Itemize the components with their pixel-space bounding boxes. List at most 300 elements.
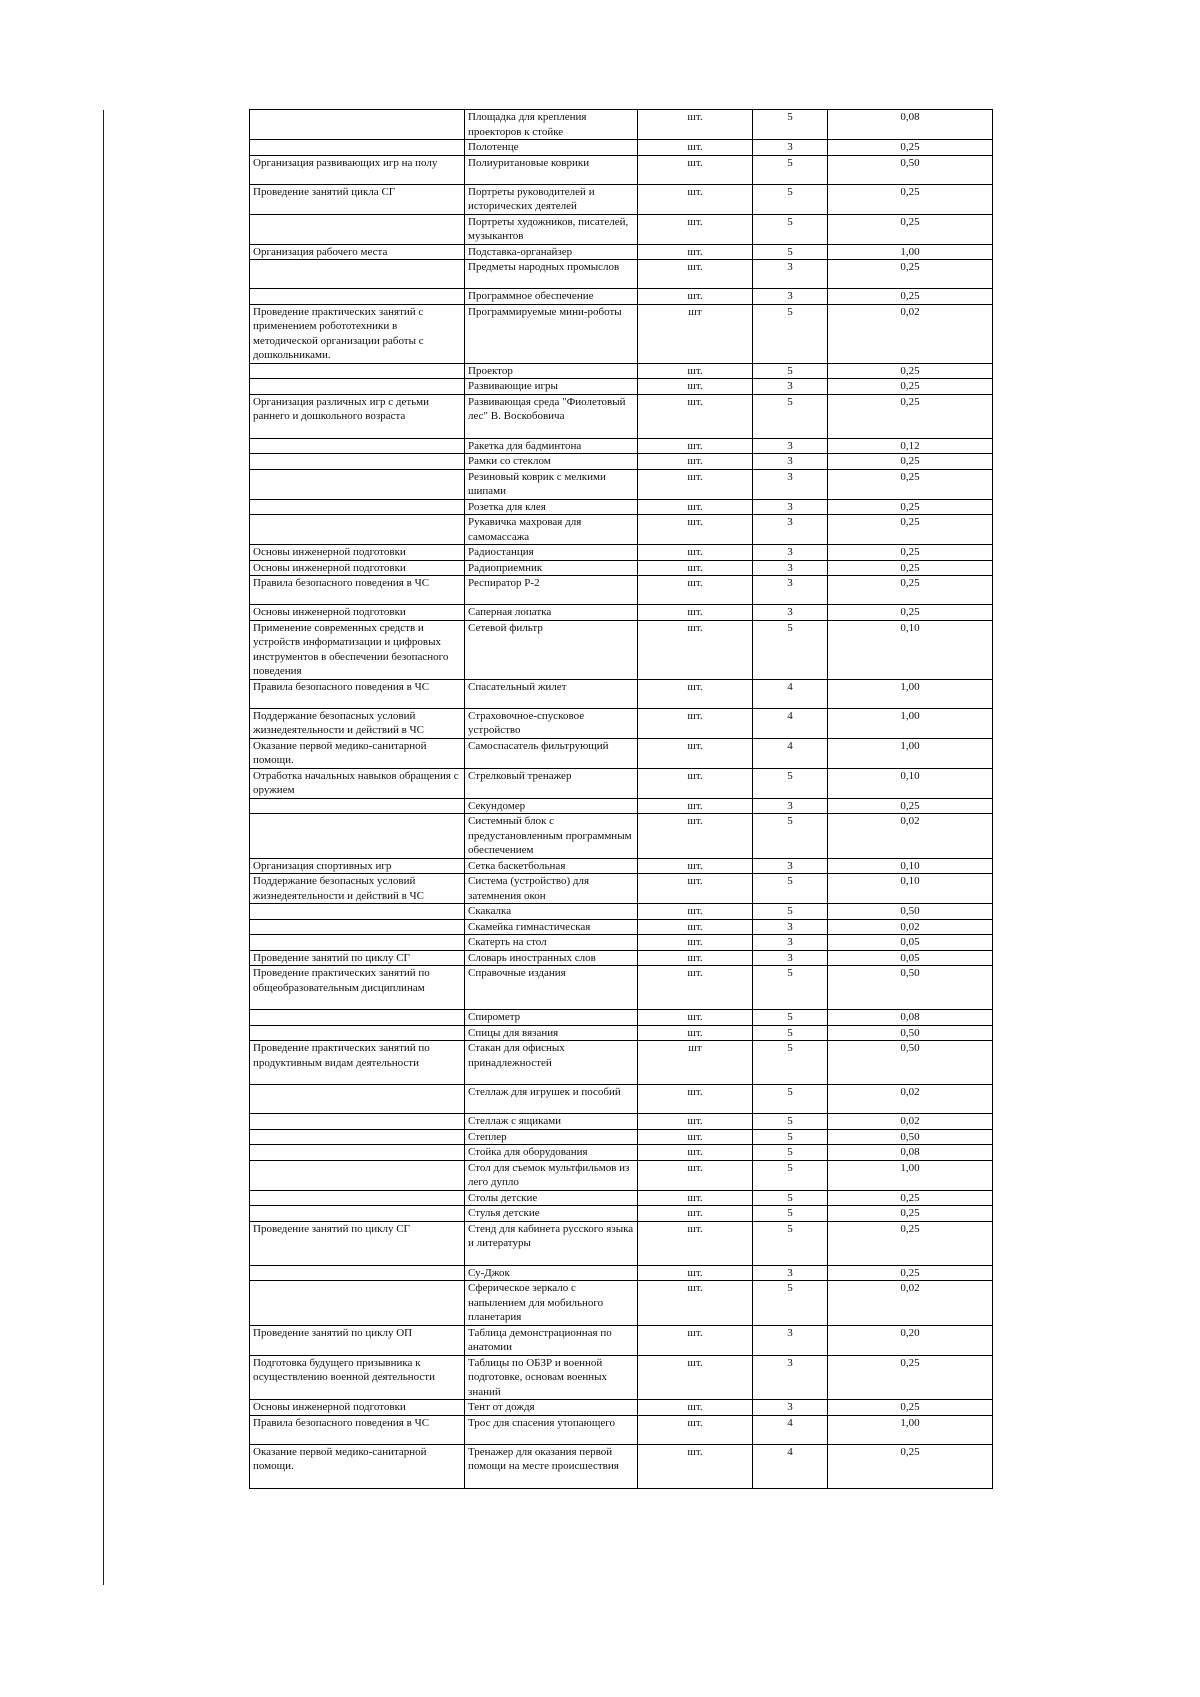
table-row bbox=[250, 499, 993, 515]
unit-cell: шт. bbox=[638, 1281, 753, 1326]
quantity-cell: 3 bbox=[753, 919, 828, 935]
norm-cell: 0,10 bbox=[828, 768, 993, 798]
activity-cell: Проведение занятий цикла СГ bbox=[250, 184, 465, 214]
unit-cell: шт. bbox=[638, 1114, 753, 1130]
item-cell: Спирометр bbox=[465, 1010, 638, 1026]
unit-cell: шт. bbox=[638, 379, 753, 395]
unit-cell: шт. bbox=[638, 1010, 753, 1026]
unit-cell: шт. bbox=[638, 1190, 753, 1206]
quantity-cell: 5 bbox=[753, 904, 828, 920]
table-row bbox=[250, 1085, 993, 1114]
quantity-cell: 3 bbox=[753, 469, 828, 499]
norm-cell: 1,00 bbox=[828, 679, 993, 708]
table-row bbox=[250, 140, 993, 156]
norm-cell: 0,25 bbox=[828, 1400, 993, 1416]
quantity-cell: 3 bbox=[753, 560, 828, 576]
quantity-cell: 5 bbox=[753, 1114, 828, 1130]
activity-cell: Проведение практических занятий по общеобразовательным дисциплинам bbox=[250, 966, 465, 1010]
table-row bbox=[250, 110, 993, 140]
activity-cell: Основы инженерной подготовки bbox=[250, 605, 465, 621]
unit-cell: шт. bbox=[638, 499, 753, 515]
table-row bbox=[250, 1206, 993, 1222]
quantity-cell: 5 bbox=[753, 304, 828, 363]
quantity-cell: 5 bbox=[753, 155, 828, 184]
table-row bbox=[250, 379, 993, 395]
table-row bbox=[250, 950, 993, 966]
activity-cell bbox=[250, 499, 465, 515]
norm-cell: 0,25 bbox=[828, 1206, 993, 1222]
table-row bbox=[250, 798, 993, 814]
norm-cell: 0,50 bbox=[828, 966, 993, 1010]
quantity-cell: 5 bbox=[753, 214, 828, 244]
unit-cell: шт. bbox=[638, 1145, 753, 1161]
quantity-cell: 3 bbox=[753, 576, 828, 605]
unit-cell: шт. bbox=[638, 214, 753, 244]
activity-cell: Основы инженерной подготовки bbox=[250, 560, 465, 576]
table-row bbox=[250, 244, 993, 260]
unit-cell: шт. bbox=[638, 155, 753, 184]
quantity-cell: 5 bbox=[753, 1160, 828, 1190]
quantity-cell: 5 bbox=[753, 363, 828, 379]
norm-cell: 0,25 bbox=[828, 560, 993, 576]
table-row bbox=[250, 515, 993, 545]
table-row bbox=[250, 576, 993, 605]
item-cell: Развивающая среда "Фиолетовый лес" В. Воскобовича bbox=[465, 394, 638, 438]
activity-cell: Основы инженерной подготовки bbox=[250, 545, 465, 561]
unit-cell: шт. bbox=[638, 935, 753, 951]
table-row bbox=[250, 545, 993, 561]
activity-cell: Оказание первой медико-санитарной помощи. bbox=[250, 738, 465, 768]
activity-cell: Проведение занятий по циклу СГ bbox=[250, 1221, 465, 1265]
item-cell: Самоспасатель фильтрующий bbox=[465, 738, 638, 768]
norm-cell: 1,00 bbox=[828, 1415, 993, 1444]
item-cell: Рукавичка махровая для самомассажа bbox=[465, 515, 638, 545]
quantity-cell: 3 bbox=[753, 605, 828, 621]
unit-cell: шт. bbox=[638, 950, 753, 966]
quantity-cell: 5 bbox=[753, 1085, 828, 1114]
item-cell: Скатерть на стол bbox=[465, 935, 638, 951]
item-cell: Радиоприемник bbox=[465, 560, 638, 576]
table-row bbox=[250, 679, 993, 708]
table-row bbox=[250, 394, 993, 438]
unit-cell: шт. bbox=[638, 708, 753, 738]
item-cell: Радиостанция bbox=[465, 545, 638, 561]
unit-cell: шт. bbox=[638, 814, 753, 859]
table-row bbox=[250, 184, 993, 214]
activity-cell: Правила безопасного поведения в ЧС bbox=[250, 576, 465, 605]
unit-cell: шт. bbox=[638, 363, 753, 379]
activity-cell bbox=[250, 379, 465, 395]
norm-cell: 0,10 bbox=[828, 874, 993, 904]
norm-cell: 0,25 bbox=[828, 1265, 993, 1281]
quantity-cell: 3 bbox=[753, 515, 828, 545]
activity-cell bbox=[250, 919, 465, 935]
quantity-cell: 5 bbox=[753, 1129, 828, 1145]
norm-cell: 0,25 bbox=[828, 576, 993, 605]
unit-cell: шт. bbox=[638, 289, 753, 305]
activity-cell: Применение современных средств и устройств информатизации и цифровых инструментов в обеспечении безопасного поведения bbox=[250, 620, 465, 679]
item-cell: Секундомер bbox=[465, 798, 638, 814]
norm-cell: 0,08 bbox=[828, 110, 993, 140]
item-cell: Сферическое зеркало с напылением для мобильного планетария bbox=[465, 1281, 638, 1326]
item-cell: Спицы для вязания bbox=[465, 1025, 638, 1041]
norm-cell: 0,25 bbox=[828, 214, 993, 244]
item-cell: Словарь иностранных слов bbox=[465, 950, 638, 966]
unit-cell: шт bbox=[638, 304, 753, 363]
item-cell: Развивающие игры bbox=[465, 379, 638, 395]
quantity-cell: 5 bbox=[753, 1206, 828, 1222]
norm-cell: 0,20 bbox=[828, 1325, 993, 1355]
table-row bbox=[250, 874, 993, 904]
item-cell: Стеллаж с ящиками bbox=[465, 1114, 638, 1130]
item-cell: Стойка для оборудования bbox=[465, 1145, 638, 1161]
item-cell: Резиновый коврик с мелкими шипами bbox=[465, 469, 638, 499]
activity-cell: Проведение занятий по циклу ОП bbox=[250, 1325, 465, 1355]
activity-cell bbox=[250, 1265, 465, 1281]
quantity-cell: 5 bbox=[753, 184, 828, 214]
quantity-cell: 5 bbox=[753, 814, 828, 859]
quantity-cell: 3 bbox=[753, 545, 828, 561]
activity-cell bbox=[250, 1206, 465, 1222]
norm-cell: 0,25 bbox=[828, 605, 993, 621]
quantity-cell: 4 bbox=[753, 738, 828, 768]
unit-cell: шт. bbox=[638, 1206, 753, 1222]
quantity-cell: 5 bbox=[753, 110, 828, 140]
table-row bbox=[250, 454, 993, 470]
item-cell: Системный блок с предустановленным программным обеспечением bbox=[465, 814, 638, 859]
norm-cell: 0,50 bbox=[828, 1129, 993, 1145]
table-row bbox=[250, 935, 993, 951]
item-cell: Розетка для клея bbox=[465, 499, 638, 515]
item-cell: Портреты художников, писателей, музыкантов bbox=[465, 214, 638, 244]
table-row bbox=[250, 1010, 993, 1026]
table-row bbox=[250, 469, 993, 499]
unit-cell: шт. bbox=[638, 1325, 753, 1355]
table-row bbox=[250, 768, 993, 798]
table-row bbox=[250, 1325, 993, 1355]
norm-cell: 0,25 bbox=[828, 140, 993, 156]
norm-cell: 0,25 bbox=[828, 1221, 993, 1265]
quantity-cell: 3 bbox=[753, 798, 828, 814]
item-cell: Ракетка для бадминтона bbox=[465, 438, 638, 454]
quantity-cell: 3 bbox=[753, 260, 828, 289]
item-cell: Стрелковый тренажер bbox=[465, 768, 638, 798]
unit-cell: шт. bbox=[638, 1025, 753, 1041]
item-cell: Спасательный жилет bbox=[465, 679, 638, 708]
activity-cell bbox=[250, 814, 465, 859]
unit-cell: шт. bbox=[638, 545, 753, 561]
item-cell: Рамки со стеклом bbox=[465, 454, 638, 470]
unit-cell: шт. bbox=[638, 438, 753, 454]
table-row bbox=[250, 814, 993, 859]
activity-cell: Подготовка будущего призывника к осуществлению военной деятельности bbox=[250, 1355, 465, 1400]
table-row bbox=[250, 708, 993, 738]
norm-cell: 0,25 bbox=[828, 260, 993, 289]
unit-cell: шт. bbox=[638, 1355, 753, 1400]
activity-cell bbox=[250, 454, 465, 470]
norm-cell: 0,25 bbox=[828, 515, 993, 545]
table-row bbox=[250, 214, 993, 244]
item-cell: Степлер bbox=[465, 1129, 638, 1145]
unit-cell: шт. bbox=[638, 620, 753, 679]
unit-cell: шт bbox=[638, 1041, 753, 1085]
unit-cell: шт. bbox=[638, 140, 753, 156]
unit-cell: шт. bbox=[638, 738, 753, 768]
table-row bbox=[250, 1444, 993, 1488]
activity-cell: Проведение практических занятий с применением робототехники в методической организации работы с дошкольниками. bbox=[250, 304, 465, 363]
activity-cell bbox=[250, 140, 465, 156]
table-row bbox=[250, 1355, 993, 1400]
quantity-cell: 3 bbox=[753, 499, 828, 515]
unit-cell: шт. bbox=[638, 874, 753, 904]
table-row bbox=[250, 1160, 993, 1190]
table-row bbox=[250, 1415, 993, 1444]
norm-cell: 0,02 bbox=[828, 1114, 993, 1130]
norm-cell: 0,02 bbox=[828, 919, 993, 935]
item-cell: Стакан для офисных принадлежностей bbox=[465, 1041, 638, 1085]
unit-cell: шт. bbox=[638, 576, 753, 605]
activity-cell bbox=[250, 1145, 465, 1161]
activity-cell: Правила безопасного поведения в ЧС bbox=[250, 679, 465, 708]
activity-cell bbox=[250, 1190, 465, 1206]
activity-cell bbox=[250, 798, 465, 814]
activity-cell: Проведение практических занятий по продуктивным видам деятельности bbox=[250, 1041, 465, 1085]
activity-cell bbox=[250, 1281, 465, 1326]
unit-cell: шт. bbox=[638, 469, 753, 499]
item-cell: Площадка для крепления проекторов к стойке bbox=[465, 110, 638, 140]
norm-cell: 0,02 bbox=[828, 1085, 993, 1114]
activity-cell: Организация рабочего места bbox=[250, 244, 465, 260]
activity-cell bbox=[250, 1025, 465, 1041]
norm-cell: 0,25 bbox=[828, 363, 993, 379]
item-cell: Скакалка bbox=[465, 904, 638, 920]
norm-cell: 0,10 bbox=[828, 620, 993, 679]
norm-cell: 1,00 bbox=[828, 708, 993, 738]
activity-cell bbox=[250, 438, 465, 454]
norm-cell: 0,10 bbox=[828, 858, 993, 874]
table-row bbox=[250, 260, 993, 289]
unit-cell: шт. bbox=[638, 679, 753, 708]
unit-cell: шт. bbox=[638, 1160, 753, 1190]
quantity-cell: 5 bbox=[753, 394, 828, 438]
unit-cell: шт. bbox=[638, 1444, 753, 1488]
unit-cell: шт. bbox=[638, 1221, 753, 1265]
item-cell: Стеллаж для игрушек и пособий bbox=[465, 1085, 638, 1114]
activity-cell: Организация спортивных игр bbox=[250, 858, 465, 874]
table-row bbox=[250, 155, 993, 184]
norm-cell: 0,02 bbox=[828, 814, 993, 859]
table-row bbox=[250, 605, 993, 621]
item-cell: Стулья детские bbox=[465, 1206, 638, 1222]
unit-cell: шт. bbox=[638, 798, 753, 814]
table-row bbox=[250, 1129, 993, 1145]
item-cell: Полотенце bbox=[465, 140, 638, 156]
activity-cell bbox=[250, 214, 465, 244]
item-cell: Су-Джок bbox=[465, 1265, 638, 1281]
quantity-cell: 3 bbox=[753, 935, 828, 951]
table-row bbox=[250, 738, 993, 768]
unit-cell: шт. bbox=[638, 1400, 753, 1416]
quantity-cell: 5 bbox=[753, 1010, 828, 1026]
norm-cell: 0,02 bbox=[828, 304, 993, 363]
table-row bbox=[250, 1114, 993, 1130]
item-cell: Трос для спасения утопающего bbox=[465, 1415, 638, 1444]
activity-cell bbox=[250, 289, 465, 305]
norm-cell: 0,50 bbox=[828, 155, 993, 184]
item-cell: Таблицы по ОБЗР и военной подготовке, основам военных знаний bbox=[465, 1355, 638, 1400]
unit-cell: шт. bbox=[638, 1085, 753, 1114]
norm-cell: 0,25 bbox=[828, 545, 993, 561]
norm-cell: 0,05 bbox=[828, 935, 993, 951]
item-cell: Саперная лопатка bbox=[465, 605, 638, 621]
norm-cell: 0,25 bbox=[828, 454, 993, 470]
norm-cell: 0,50 bbox=[828, 904, 993, 920]
table-row bbox=[250, 919, 993, 935]
quantity-cell: 5 bbox=[753, 1190, 828, 1206]
table-row bbox=[250, 1400, 993, 1416]
quantity-cell: 4 bbox=[753, 1415, 828, 1444]
unit-cell: шт. bbox=[638, 244, 753, 260]
unit-cell: шт. bbox=[638, 605, 753, 621]
quantity-cell: 5 bbox=[753, 620, 828, 679]
quantity-cell: 5 bbox=[753, 1145, 828, 1161]
item-cell: Стол для съемок мультфильмов из лего дупло bbox=[465, 1160, 638, 1190]
norm-cell: 1,00 bbox=[828, 738, 993, 768]
norm-cell: 0,25 bbox=[828, 394, 993, 438]
item-cell: Страховочное-спусковое устройство bbox=[465, 708, 638, 738]
margin-line bbox=[103, 110, 104, 1585]
norm-cell: 0,50 bbox=[828, 1041, 993, 1085]
quantity-cell: 5 bbox=[753, 1041, 828, 1085]
table-row bbox=[250, 304, 993, 363]
norm-cell: 0,25 bbox=[828, 1190, 993, 1206]
norm-cell: 0,25 bbox=[828, 798, 993, 814]
item-cell: Полиуритановые коврики bbox=[465, 155, 638, 184]
item-cell: Тренажер для оказания первой помощи на месте происшествия bbox=[465, 1444, 638, 1488]
norm-cell: 1,00 bbox=[828, 244, 993, 260]
item-cell: Тент от дождя bbox=[465, 1400, 638, 1416]
table-row bbox=[250, 438, 993, 454]
norm-cell: 0,25 bbox=[828, 379, 993, 395]
norm-cell: 0,12 bbox=[828, 438, 993, 454]
quantity-cell: 5 bbox=[753, 1025, 828, 1041]
norm-cell: 0,02 bbox=[828, 1281, 993, 1326]
activity-cell: Поддержание безопасных условий жизнедеятельности и действий в ЧС bbox=[250, 874, 465, 904]
norm-cell: 0,25 bbox=[828, 1444, 993, 1488]
activity-cell bbox=[250, 1010, 465, 1026]
item-cell: Столы детские bbox=[465, 1190, 638, 1206]
quantity-cell: 3 bbox=[753, 1325, 828, 1355]
norm-cell: 1,00 bbox=[828, 1160, 993, 1190]
unit-cell: шт. bbox=[638, 919, 753, 935]
quantity-cell: 3 bbox=[753, 1265, 828, 1281]
table-row bbox=[250, 363, 993, 379]
activity-cell: Отработка начальных навыков обращения с оружием bbox=[250, 768, 465, 798]
item-cell: Предметы народных промыслов bbox=[465, 260, 638, 289]
quantity-cell: 5 bbox=[753, 768, 828, 798]
quantity-cell: 4 bbox=[753, 1444, 828, 1488]
item-cell: Таблица демонстрационная по анатомии bbox=[465, 1325, 638, 1355]
quantity-cell: 3 bbox=[753, 379, 828, 395]
unit-cell: шт. bbox=[638, 966, 753, 1010]
table-row bbox=[250, 620, 993, 679]
item-cell: Сетка баскетбольная bbox=[465, 858, 638, 874]
unit-cell: шт. bbox=[638, 560, 753, 576]
unit-cell: шт. bbox=[638, 1265, 753, 1281]
quantity-cell: 3 bbox=[753, 454, 828, 470]
quantity-cell: 3 bbox=[753, 289, 828, 305]
activity-cell: Правила безопасного поведения в ЧС bbox=[250, 1415, 465, 1444]
quantity-cell: 5 bbox=[753, 966, 828, 1010]
item-cell: Подставка-органайзер bbox=[465, 244, 638, 260]
table-row bbox=[250, 560, 993, 576]
item-cell: Проектор bbox=[465, 363, 638, 379]
norm-cell: 0,25 bbox=[828, 289, 993, 305]
norm-cell: 0,25 bbox=[828, 469, 993, 499]
unit-cell: шт. bbox=[638, 858, 753, 874]
activity-cell: Проведение занятий по циклу СГ bbox=[250, 950, 465, 966]
norm-cell: 0,25 bbox=[828, 499, 993, 515]
table-row bbox=[250, 289, 993, 305]
table-row bbox=[250, 1265, 993, 1281]
activity-cell: Поддержание безопасных условий жизнедеятельности и действий в ЧС bbox=[250, 708, 465, 738]
activity-cell bbox=[250, 1085, 465, 1114]
activity-cell bbox=[250, 515, 465, 545]
activity-cell bbox=[250, 110, 465, 140]
quantity-cell: 3 bbox=[753, 858, 828, 874]
unit-cell: шт. bbox=[638, 184, 753, 214]
norm-cell: 0,25 bbox=[828, 1355, 993, 1400]
item-cell: Респиратор Р-2 bbox=[465, 576, 638, 605]
activity-cell: Организация развивающих игр на полу bbox=[250, 155, 465, 184]
equipment-table-body bbox=[250, 110, 993, 1489]
unit-cell: шт. bbox=[638, 904, 753, 920]
quantity-cell: 5 bbox=[753, 1281, 828, 1326]
quantity-cell: 3 bbox=[753, 1400, 828, 1416]
activity-cell bbox=[250, 935, 465, 951]
item-cell: Стенд для кабинета русского языка и литературы bbox=[465, 1221, 638, 1265]
quantity-cell: 3 bbox=[753, 438, 828, 454]
table-row bbox=[250, 1041, 993, 1085]
norm-cell: 0,08 bbox=[828, 1010, 993, 1026]
activity-cell bbox=[250, 1114, 465, 1130]
activity-cell: Организация различных игр с детьми раннего и дошкольного возраста bbox=[250, 394, 465, 438]
unit-cell: шт. bbox=[638, 1415, 753, 1444]
norm-cell: 0,50 bbox=[828, 1025, 993, 1041]
activity-cell bbox=[250, 469, 465, 499]
quantity-cell: 5 bbox=[753, 244, 828, 260]
norm-cell: 0,08 bbox=[828, 1145, 993, 1161]
activity-cell bbox=[250, 1160, 465, 1190]
quantity-cell: 5 bbox=[753, 1221, 828, 1265]
item-cell: Портреты руководителей и исторических деятелей bbox=[465, 184, 638, 214]
unit-cell: шт. bbox=[638, 394, 753, 438]
table-row bbox=[250, 1145, 993, 1161]
item-cell: Сетевой фильтр bbox=[465, 620, 638, 679]
unit-cell: шт. bbox=[638, 1129, 753, 1145]
unit-cell: шт. bbox=[638, 768, 753, 798]
quantity-cell: 3 bbox=[753, 950, 828, 966]
equipment-table bbox=[249, 109, 993, 1489]
activity-cell bbox=[250, 260, 465, 289]
norm-cell: 0,05 bbox=[828, 950, 993, 966]
quantity-cell: 3 bbox=[753, 140, 828, 156]
table-row bbox=[250, 904, 993, 920]
quantity-cell: 5 bbox=[753, 874, 828, 904]
table-row bbox=[250, 1025, 993, 1041]
table-row bbox=[250, 858, 993, 874]
unit-cell: шт. bbox=[638, 515, 753, 545]
